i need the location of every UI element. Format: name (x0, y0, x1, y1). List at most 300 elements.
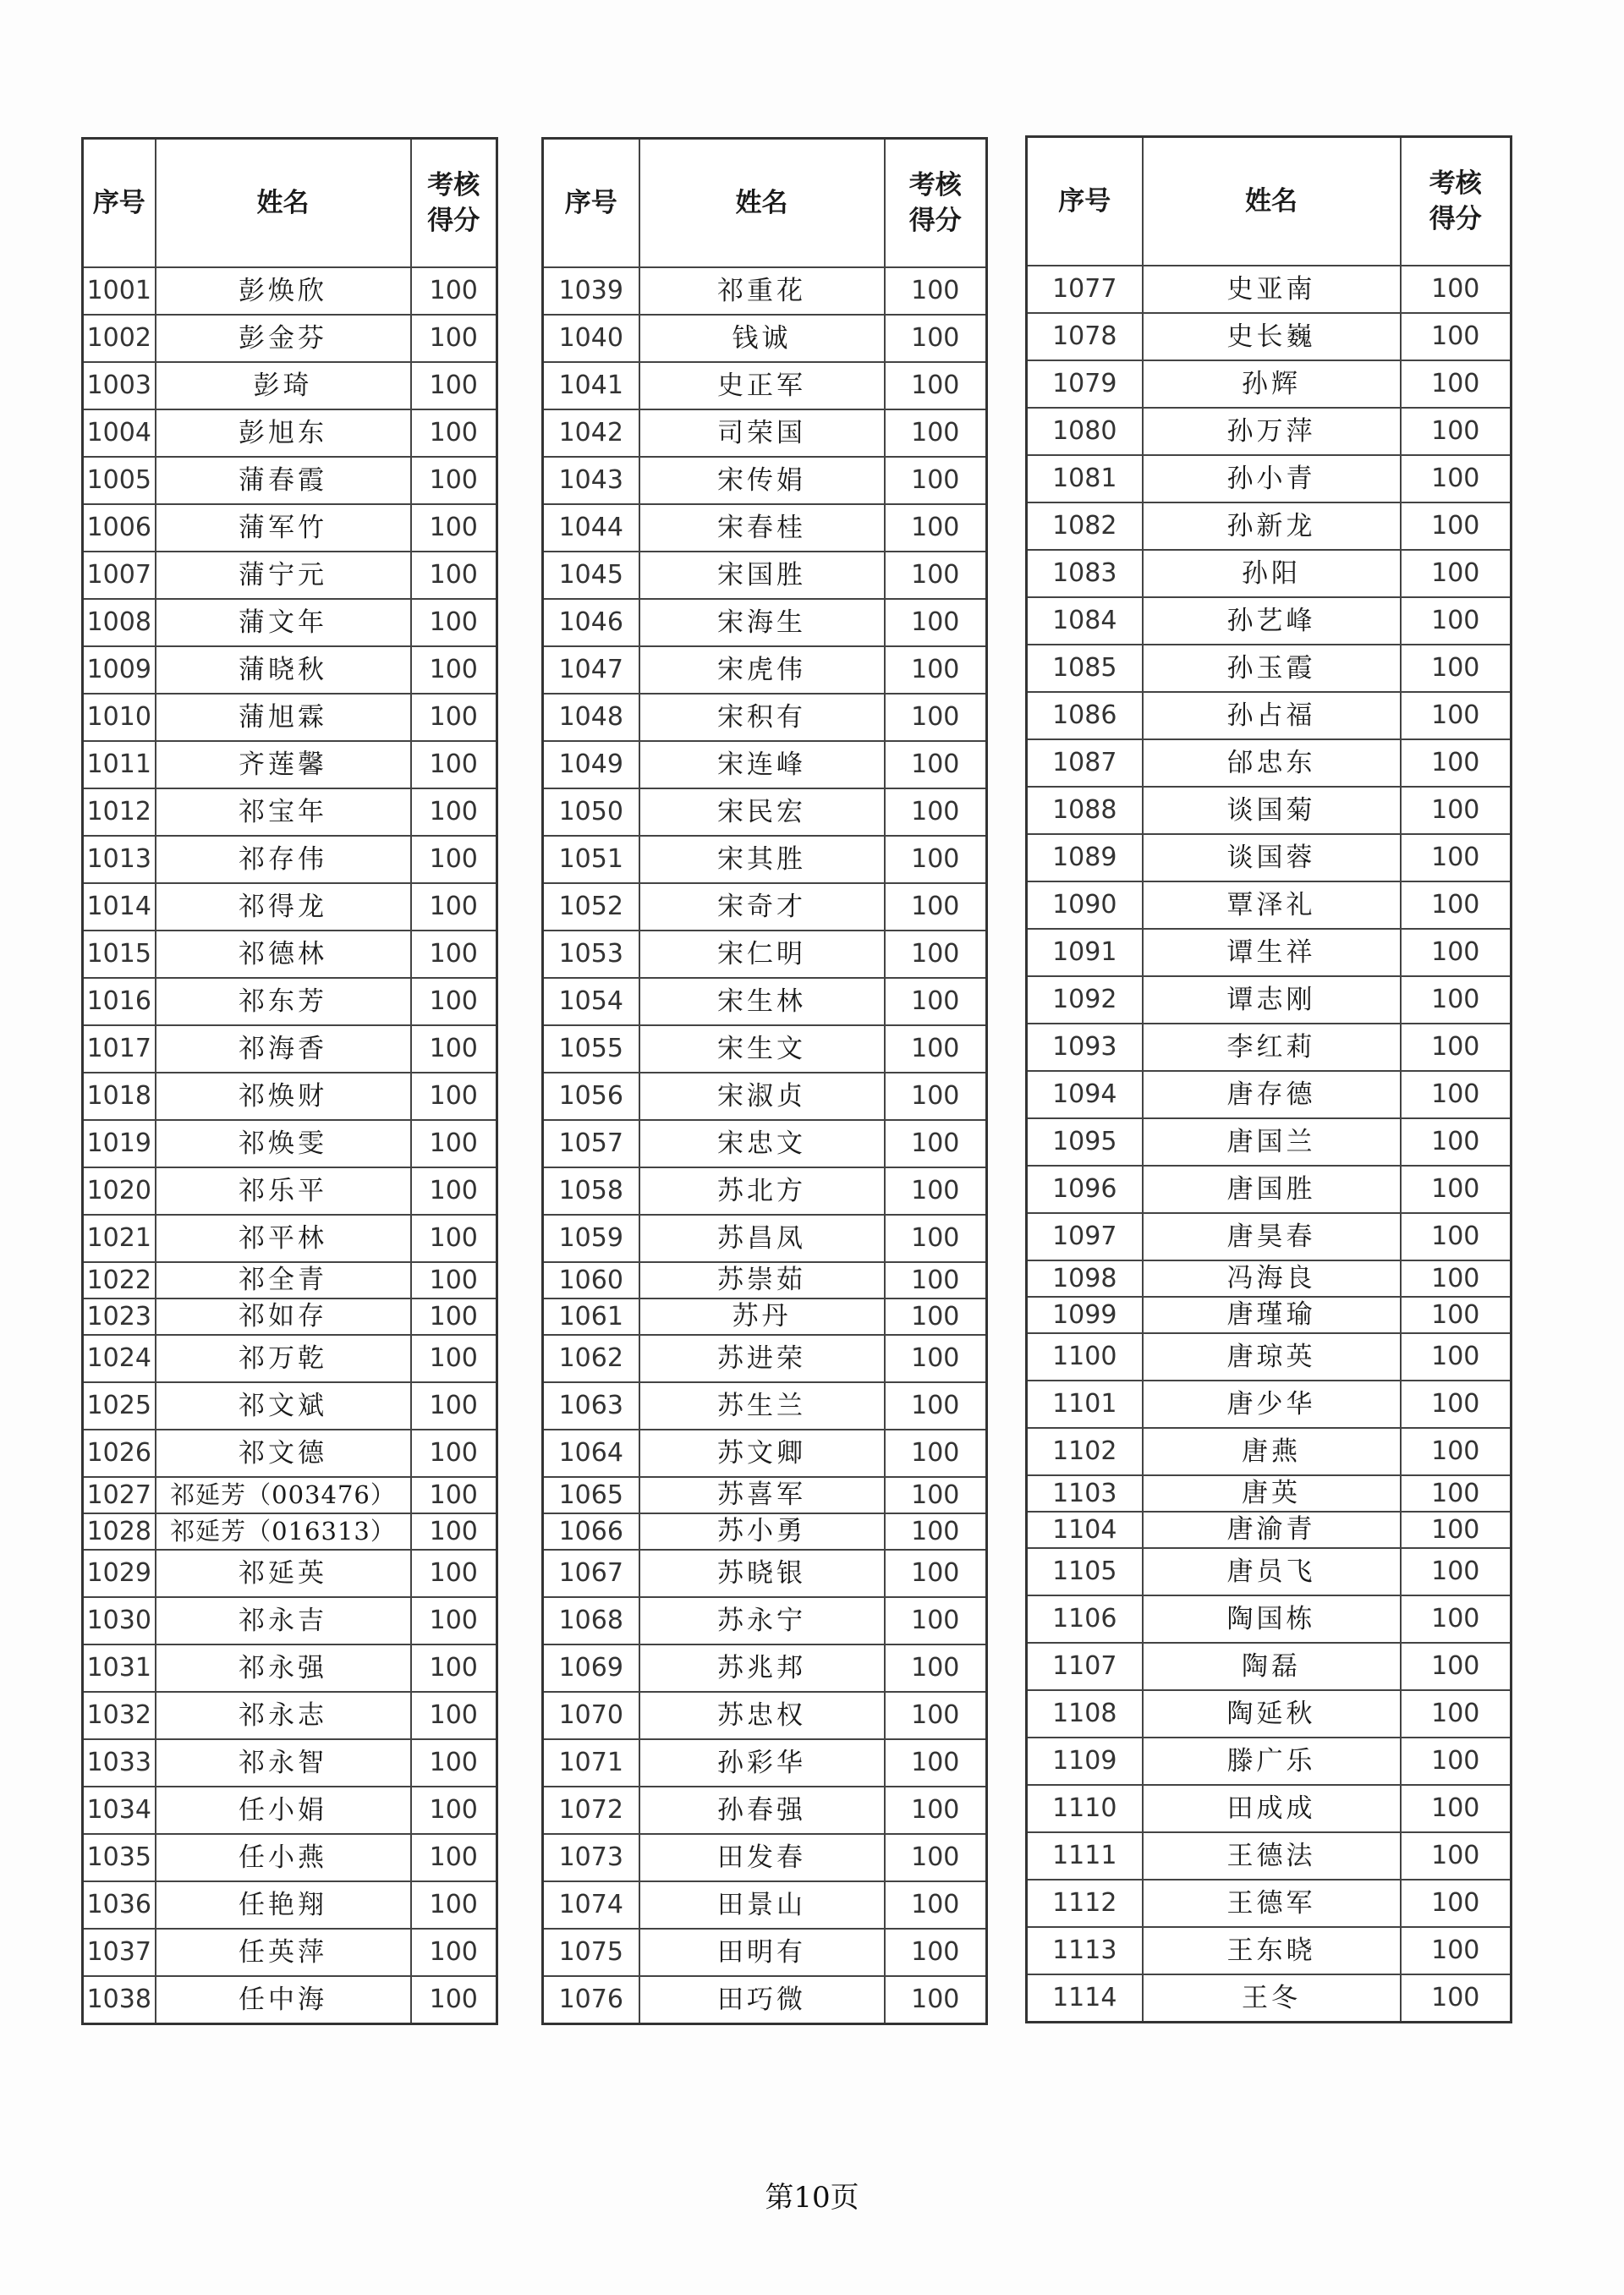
seq-cell: 1100 (1027, 1333, 1143, 1381)
name-cell: 祁德林 (156, 931, 411, 978)
name-cell: 宋春桂 (639, 504, 885, 552)
name-cell: 田发春 (639, 1834, 885, 1881)
name-cell: 彭焕欣 (156, 267, 411, 315)
name-cell: 苏忠权 (639, 1692, 885, 1739)
seq-cell: 1041 (543, 362, 639, 409)
score-header (885, 139, 987, 268)
seq-cell: 1084 (1027, 597, 1143, 645)
score-cell: 100 (411, 267, 497, 315)
score-cell: 100 (411, 1513, 497, 1550)
score-cell: 100 (411, 883, 497, 931)
score-cell: 100 (885, 1477, 987, 1513)
seq-cell: 1110 (1027, 1785, 1143, 1832)
name-cell: 祁东芳 (156, 978, 411, 1025)
seq-cell: 1042 (543, 409, 639, 457)
table-row (83, 1513, 497, 1550)
name-cell: 蒲文年 (156, 599, 411, 646)
name-cell: 唐昊春 (1143, 1213, 1401, 1260)
name-cell: 史长巍 (1143, 313, 1401, 360)
score-cell: 100 (1401, 1381, 1512, 1428)
name-cell: 邰忠东 (1143, 739, 1401, 787)
table-row (83, 1787, 497, 1834)
table-row (543, 741, 987, 788)
seq-cell: 1105 (1027, 1548, 1143, 1595)
name-cell: 苏兆邦 (639, 1644, 885, 1692)
seq-cell: 1049 (543, 741, 639, 788)
score-header (411, 139, 497, 268)
name-cell: 覃泽礼 (1143, 881, 1401, 929)
table-row (543, 1550, 987, 1597)
table-row (543, 1382, 987, 1430)
name-cell: 唐渝青 (1143, 1512, 1401, 1548)
score-cell: 100 (1401, 1738, 1512, 1785)
seq-cell: 1065 (543, 1477, 639, 1513)
seq-cell: 1091 (1027, 929, 1143, 976)
seq-cell: 1067 (543, 1550, 639, 1597)
table-row (83, 1073, 497, 1120)
name-cell: 祁焕雯 (156, 1120, 411, 1167)
score-cell: 100 (1401, 881, 1512, 929)
name-cell: 祁延芳（003476） (156, 1477, 411, 1513)
score-cell: 100 (1401, 1974, 1512, 2023)
name-header: 姓名 (1143, 137, 1401, 266)
score-cell: 100 (411, 1834, 497, 1881)
table-header-row (543, 139, 987, 268)
seq-cell: 1090 (1027, 881, 1143, 929)
score-cell: 100 (885, 552, 987, 599)
table-row (83, 646, 497, 694)
seq-cell: 1038 (83, 1976, 156, 2024)
table-row (543, 1834, 987, 1881)
page-number: 第10页 (765, 2181, 859, 2215)
name-cell: 宋虎伟 (639, 646, 885, 694)
name-cell: 王德军 (1143, 1880, 1401, 1927)
name-cell: 彭金芬 (156, 315, 411, 362)
table-row (83, 788, 497, 836)
score-cell: 100 (1401, 1475, 1512, 1512)
score-cell: 100 (411, 1167, 497, 1215)
score-cell: 100 (1401, 266, 1512, 313)
seq-cell: 1112 (1027, 1880, 1143, 1927)
seq-cell: 1012 (83, 788, 156, 836)
seq-cell: 1081 (1027, 455, 1143, 502)
score-cell: 100 (411, 1298, 497, 1335)
name-cell: 孙阳 (1143, 550, 1401, 597)
seq-cell: 1059 (543, 1215, 639, 1262)
table-row (543, 1881, 987, 1929)
table-row (543, 836, 987, 883)
table-row (1027, 1832, 1512, 1880)
score-cell: 100 (411, 1692, 497, 1739)
score-cell: 100 (411, 1976, 497, 2024)
table-row (1027, 597, 1512, 645)
seq-cell: 1106 (1027, 1595, 1143, 1643)
seq-cell: 1078 (1027, 313, 1143, 360)
score-cell: 100 (885, 1929, 987, 1976)
table-row (543, 1739, 987, 1787)
name-cell: 滕广乐 (1143, 1738, 1401, 1785)
score-cell: 100 (1401, 1643, 1512, 1690)
table-row (1027, 1071, 1512, 1118)
name-cell: 唐英 (1143, 1475, 1401, 1512)
table-row (83, 504, 497, 552)
seq-cell: 1020 (83, 1167, 156, 1215)
seq-cell: 1060 (543, 1262, 639, 1298)
seq-cell: 1069 (543, 1644, 639, 1692)
seq-cell: 1015 (83, 931, 156, 978)
table-row (1027, 1974, 1512, 2023)
name-cell: 王冬 (1143, 1974, 1401, 2023)
table-row (1027, 692, 1512, 739)
seq-cell: 1061 (543, 1298, 639, 1335)
score-cell: 100 (885, 1976, 987, 2024)
roster-table-1 (81, 137, 498, 2025)
seq-cell: 1040 (543, 315, 639, 362)
score-cell: 100 (885, 1298, 987, 1335)
name-cell: 祁存伟 (156, 836, 411, 883)
name-cell: 孙小青 (1143, 455, 1401, 502)
seq-cell: 1055 (543, 1025, 639, 1073)
name-cell: 唐少华 (1143, 1381, 1401, 1428)
name-cell: 祁焕财 (156, 1073, 411, 1120)
score-cell: 100 (411, 599, 497, 646)
name-header: 姓名 (639, 139, 885, 268)
table-row (543, 646, 987, 694)
table-row (543, 931, 987, 978)
name-cell: 任小燕 (156, 1834, 411, 1881)
name-cell: 田巧微 (639, 1976, 885, 2024)
score-cell: 100 (411, 504, 497, 552)
table-row (83, 1382, 497, 1430)
name-cell: 史亚南 (1143, 266, 1401, 313)
seq-cell: 1070 (543, 1692, 639, 1739)
seq-cell: 1043 (543, 457, 639, 504)
table-row (83, 1167, 497, 1215)
table-row (543, 788, 987, 836)
seq-cell: 1096 (1027, 1166, 1143, 1213)
name-cell: 宋生林 (639, 978, 885, 1025)
table-row (1027, 1880, 1512, 1927)
name-cell: 祁海香 (156, 1025, 411, 1073)
score-header-line2: 得分 (427, 206, 480, 236)
name-cell: 苏丹 (639, 1298, 885, 1335)
seq-cell: 1052 (543, 883, 639, 931)
seq-cell: 1031 (83, 1644, 156, 1692)
score-header-line2: 得分 (908, 206, 962, 236)
name-cell: 谈国菊 (1143, 787, 1401, 834)
seq-cell: 1093 (1027, 1024, 1143, 1071)
name-cell: 苏小勇 (639, 1513, 885, 1550)
name-cell: 苏生兰 (639, 1382, 885, 1430)
score-cell: 100 (1401, 360, 1512, 408)
score-cell: 100 (885, 1834, 987, 1881)
table-row (1027, 1428, 1512, 1475)
score-cell: 100 (411, 552, 497, 599)
score-cell: 100 (1401, 502, 1512, 550)
score-cell: 100 (1401, 692, 1512, 739)
table-row (1027, 1166, 1512, 1213)
score-cell: 100 (885, 1215, 987, 1262)
seq-cell: 1037 (83, 1929, 156, 1976)
score-cell: 100 (1401, 645, 1512, 692)
table-row (543, 1976, 987, 2024)
seq-cell: 1099 (1027, 1297, 1143, 1333)
name-cell: 唐国兰 (1143, 1118, 1401, 1166)
seq-cell: 1051 (543, 836, 639, 883)
name-cell: 苏崇茹 (639, 1262, 885, 1298)
seq-cell: 1085 (1027, 645, 1143, 692)
table-row (1027, 1690, 1512, 1738)
table-row (83, 1215, 497, 1262)
seq-cell: 1077 (1027, 266, 1143, 313)
seq-cell: 1028 (83, 1513, 156, 1550)
name-cell: 孙新龙 (1143, 502, 1401, 550)
score-cell: 100 (1401, 1785, 1512, 1832)
score-cell: 100 (411, 1025, 497, 1073)
name-cell: 蒲旭霖 (156, 694, 411, 741)
table-row (83, 1644, 497, 1692)
seq-cell: 1107 (1027, 1643, 1143, 1690)
name-cell: 陶延秋 (1143, 1690, 1401, 1738)
table-row (83, 978, 497, 1025)
name-cell: 祁文德 (156, 1430, 411, 1477)
name-cell: 司荣国 (639, 409, 885, 457)
score-cell: 100 (411, 1262, 497, 1298)
name-cell: 蒲宁元 (156, 552, 411, 599)
score-cell: 100 (411, 1215, 497, 1262)
table-row (1027, 739, 1512, 787)
name-cell: 任小娟 (156, 1787, 411, 1834)
seq-cell: 1046 (543, 599, 639, 646)
score-header-line1: 考核 (1429, 168, 1482, 199)
name-cell: 祁平林 (156, 1215, 411, 1262)
seq-cell: 1006 (83, 504, 156, 552)
table-row (1027, 1927, 1512, 1974)
score-cell: 100 (1401, 739, 1512, 787)
name-cell: 宋仁明 (639, 931, 885, 978)
seq-cell: 1054 (543, 978, 639, 1025)
score-cell: 100 (411, 1644, 497, 1692)
table-row (543, 1215, 987, 1262)
seq-cell: 1010 (83, 694, 156, 741)
seq-cell: 1086 (1027, 692, 1143, 739)
score-cell: 100 (1401, 313, 1512, 360)
seq-cell: 1089 (1027, 834, 1143, 881)
score-cell: 100 (1401, 1297, 1512, 1333)
score-cell: 100 (411, 1335, 497, 1382)
roster-table-2 (541, 137, 988, 2025)
table-row (83, 1929, 497, 1976)
table-row (1027, 1213, 1512, 1260)
seq-cell: 1001 (83, 267, 156, 315)
seq-cell: 1027 (83, 1477, 156, 1513)
name-cell: 祁如存 (156, 1298, 411, 1335)
score-header-line2: 得分 (1429, 204, 1482, 234)
seq-cell: 1076 (543, 1976, 639, 2024)
table-row (543, 315, 987, 362)
table-row (83, 1550, 497, 1597)
score-cell: 100 (411, 362, 497, 409)
table-row (83, 362, 497, 409)
name-cell: 任英萍 (156, 1929, 411, 1976)
table-row (1027, 313, 1512, 360)
score-cell: 100 (411, 1929, 497, 1976)
name-cell: 齐莲馨 (156, 741, 411, 788)
seq-header: 序号 (543, 139, 639, 268)
score-cell: 100 (885, 362, 987, 409)
name-cell: 陶磊 (1143, 1643, 1401, 1690)
score-cell: 100 (1401, 597, 1512, 645)
name-cell: 苏晓银 (639, 1550, 885, 1597)
name-cell: 苏北方 (639, 1167, 885, 1215)
name-cell: 宋生文 (639, 1025, 885, 1073)
seq-cell: 1029 (83, 1550, 156, 1597)
score-cell: 100 (1401, 787, 1512, 834)
seq-cell: 1002 (83, 315, 156, 362)
score-cell: 100 (885, 741, 987, 788)
name-cell: 田成成 (1143, 1785, 1401, 1832)
table-row (1027, 502, 1512, 550)
score-cell: 100 (1401, 550, 1512, 597)
seq-cell: 1083 (1027, 550, 1143, 597)
score-cell: 100 (885, 931, 987, 978)
seq-cell: 1023 (83, 1298, 156, 1335)
name-cell: 谭生祥 (1143, 929, 1401, 976)
name-cell: 陶国栋 (1143, 1595, 1401, 1643)
seq-cell: 1068 (543, 1597, 639, 1644)
name-cell: 宋忠文 (639, 1120, 885, 1167)
score-cell: 100 (411, 646, 497, 694)
name-cell: 孙玉霞 (1143, 645, 1401, 692)
score-cell: 100 (411, 694, 497, 741)
name-cell: 彭琦 (156, 362, 411, 409)
name-cell: 蒲军竹 (156, 504, 411, 552)
table-row (83, 1335, 497, 1382)
seq-cell: 1053 (543, 931, 639, 978)
score-cell: 100 (1401, 929, 1512, 976)
name-header: 姓名 (156, 139, 411, 268)
name-cell: 田明有 (639, 1929, 885, 1976)
score-cell: 100 (885, 457, 987, 504)
seq-cell: 1092 (1027, 976, 1143, 1024)
score-cell: 100 (885, 1167, 987, 1215)
table-row (83, 1976, 497, 2024)
score-cell: 100 (411, 1477, 497, 1513)
name-cell: 宋海生 (639, 599, 885, 646)
score-cell: 100 (1401, 1512, 1512, 1548)
table-row (1027, 834, 1512, 881)
table-row (1027, 787, 1512, 834)
table-row (83, 1597, 497, 1644)
score-cell: 100 (1401, 1927, 1512, 1974)
score-cell: 100 (411, 1597, 497, 1644)
score-cell: 100 (885, 1787, 987, 1834)
seq-cell: 1094 (1027, 1071, 1143, 1118)
table-row (83, 1834, 497, 1881)
table-row (1027, 1643, 1512, 1690)
seq-cell: 1056 (543, 1073, 639, 1120)
name-cell: 孙彩华 (639, 1739, 885, 1787)
seq-cell: 1044 (543, 504, 639, 552)
table-row (543, 1025, 987, 1073)
name-cell: 苏昌凤 (639, 1215, 885, 1262)
table-header-row (83, 139, 497, 268)
name-cell: 任中海 (156, 1976, 411, 2024)
table-row (83, 1298, 497, 1335)
score-cell: 100 (885, 1692, 987, 1739)
name-cell: 田景山 (639, 1881, 885, 1929)
seq-cell: 1025 (83, 1382, 156, 1430)
score-cell: 100 (1401, 408, 1512, 455)
name-cell: 祁延英 (156, 1550, 411, 1597)
name-cell: 苏永宁 (639, 1597, 885, 1644)
seq-cell: 1082 (1027, 502, 1143, 550)
seq-cell: 1072 (543, 1787, 639, 1834)
seq-cell: 1063 (543, 1382, 639, 1430)
score-cell: 100 (411, 1073, 497, 1120)
seq-cell: 1036 (83, 1881, 156, 1929)
name-cell: 王德法 (1143, 1832, 1401, 1880)
seq-cell: 1009 (83, 646, 156, 694)
score-cell: 100 (885, 1597, 987, 1644)
score-cell: 100 (885, 315, 987, 362)
score-cell: 100 (1401, 1333, 1512, 1381)
seq-cell: 1079 (1027, 360, 1143, 408)
score-cell: 100 (411, 1120, 497, 1167)
seq-cell: 1008 (83, 599, 156, 646)
seq-cell: 1101 (1027, 1381, 1143, 1428)
score-cell: 100 (1401, 1548, 1512, 1595)
score-cell: 100 (1401, 976, 1512, 1024)
name-cell: 任艳翔 (156, 1881, 411, 1929)
seq-cell: 1111 (1027, 1832, 1143, 1880)
seq-cell: 1071 (543, 1739, 639, 1787)
table-row (1027, 1785, 1512, 1832)
table-row (543, 694, 987, 741)
score-cell: 100 (411, 741, 497, 788)
name-cell: 祁文斌 (156, 1382, 411, 1430)
table-row (1027, 1381, 1512, 1428)
table-row (543, 362, 987, 409)
name-cell: 唐员飞 (1143, 1548, 1401, 1595)
score-cell: 100 (1401, 1260, 1512, 1297)
table-row (1027, 1024, 1512, 1071)
score-cell: 100 (411, 1430, 497, 1477)
score-cell: 100 (411, 836, 497, 883)
name-cell: 唐燕 (1143, 1428, 1401, 1475)
score-cell: 100 (885, 1430, 987, 1477)
name-cell: 史正军 (639, 362, 885, 409)
seq-cell: 1108 (1027, 1690, 1143, 1738)
name-cell: 彭旭东 (156, 409, 411, 457)
seq-cell: 1039 (543, 267, 639, 315)
score-cell: 100 (1401, 1166, 1512, 1213)
seq-cell: 1021 (83, 1215, 156, 1262)
table-row (543, 1298, 987, 1335)
seq-cell: 1035 (83, 1834, 156, 1881)
score-cell: 100 (411, 1382, 497, 1430)
name-cell: 宋积有 (639, 694, 885, 741)
name-cell: 唐存德 (1143, 1071, 1401, 1118)
name-cell: 苏喜军 (639, 1477, 885, 1513)
seq-cell: 1074 (543, 1881, 639, 1929)
table-row (543, 883, 987, 931)
seq-cell: 1007 (83, 552, 156, 599)
table-row (83, 457, 497, 504)
score-cell: 100 (885, 694, 987, 741)
seq-cell: 1058 (543, 1167, 639, 1215)
seq-cell: 1004 (83, 409, 156, 457)
